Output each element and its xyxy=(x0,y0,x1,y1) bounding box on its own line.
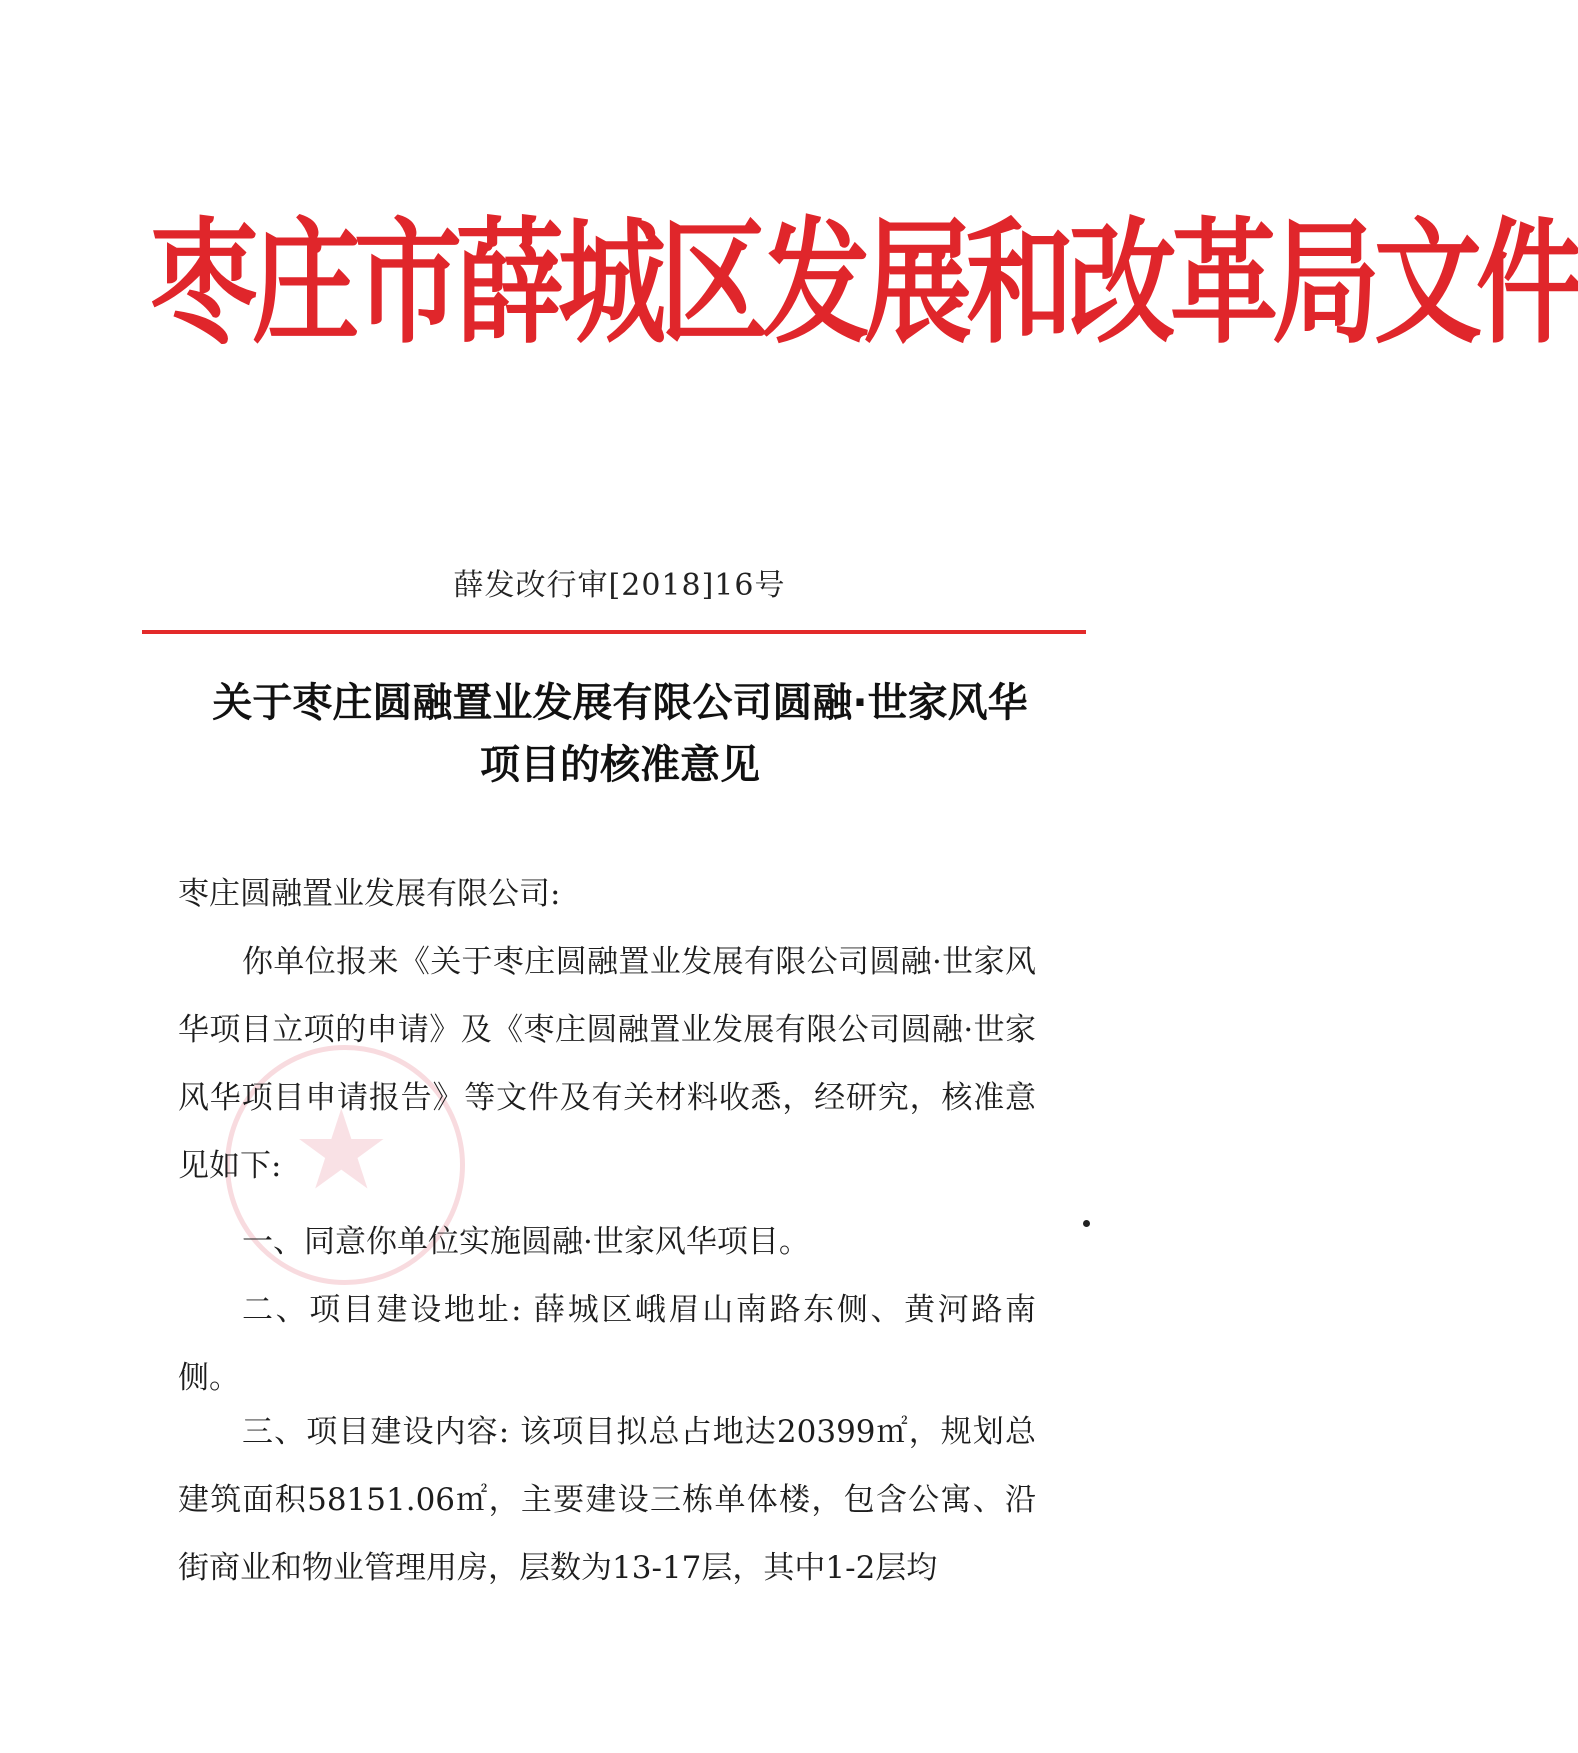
seal-star-icon: ★ xyxy=(292,1086,391,1214)
body-paragraph xyxy=(178,1208,1036,1276)
body-paragraph xyxy=(178,1398,1036,1602)
scan-speck xyxy=(1083,1220,1090,1227)
salutation: 枣庄圆融置业发展有限公司: xyxy=(178,876,561,912)
body-paragraph xyxy=(178,1276,1036,1412)
title-line-2: 项目的核准意见 xyxy=(480,742,760,788)
paragraph-item-2: 二、项目建设地址: 薛城区峨眉山南路东侧、黄河路南侧。 xyxy=(178,1292,1036,1396)
paragraph-intro: 你单位报来《关于枣庄圆融置业发展有限公司圆融·世家风华项目立项的申请》及《枣庄圆融置业发展有限公司圆融·世家风华项目申请报告》等文件及有关材料收悉，经研究，核准意见如下: xyxy=(178,944,1036,1184)
document-masthead: 枣庄市薛城区发展和改革局文件 xyxy=(150,206,1578,363)
document-title xyxy=(120,672,1120,796)
document-number: 薛发改行审[2018]16号 xyxy=(453,568,786,603)
body-paragraph xyxy=(178,928,1036,1200)
paragraph-item-1: 一、同意你单位实施圆融·世家风华项目。 xyxy=(242,1224,810,1260)
title-line-1: 关于枣庄圆融置业发展有限公司圆融·世家风华 xyxy=(212,680,1028,726)
paragraph-item-3: 三、项目建设内容: 该项目拟总占地达20399㎡，规划总建筑面积58151.06㎡，主要建设三栋单体楼，包含公寓、沿街商业和物业管理用房，层数为13-17层，其中1-2层均 xyxy=(178,1414,1036,1586)
red-divider-line xyxy=(142,630,1086,634)
